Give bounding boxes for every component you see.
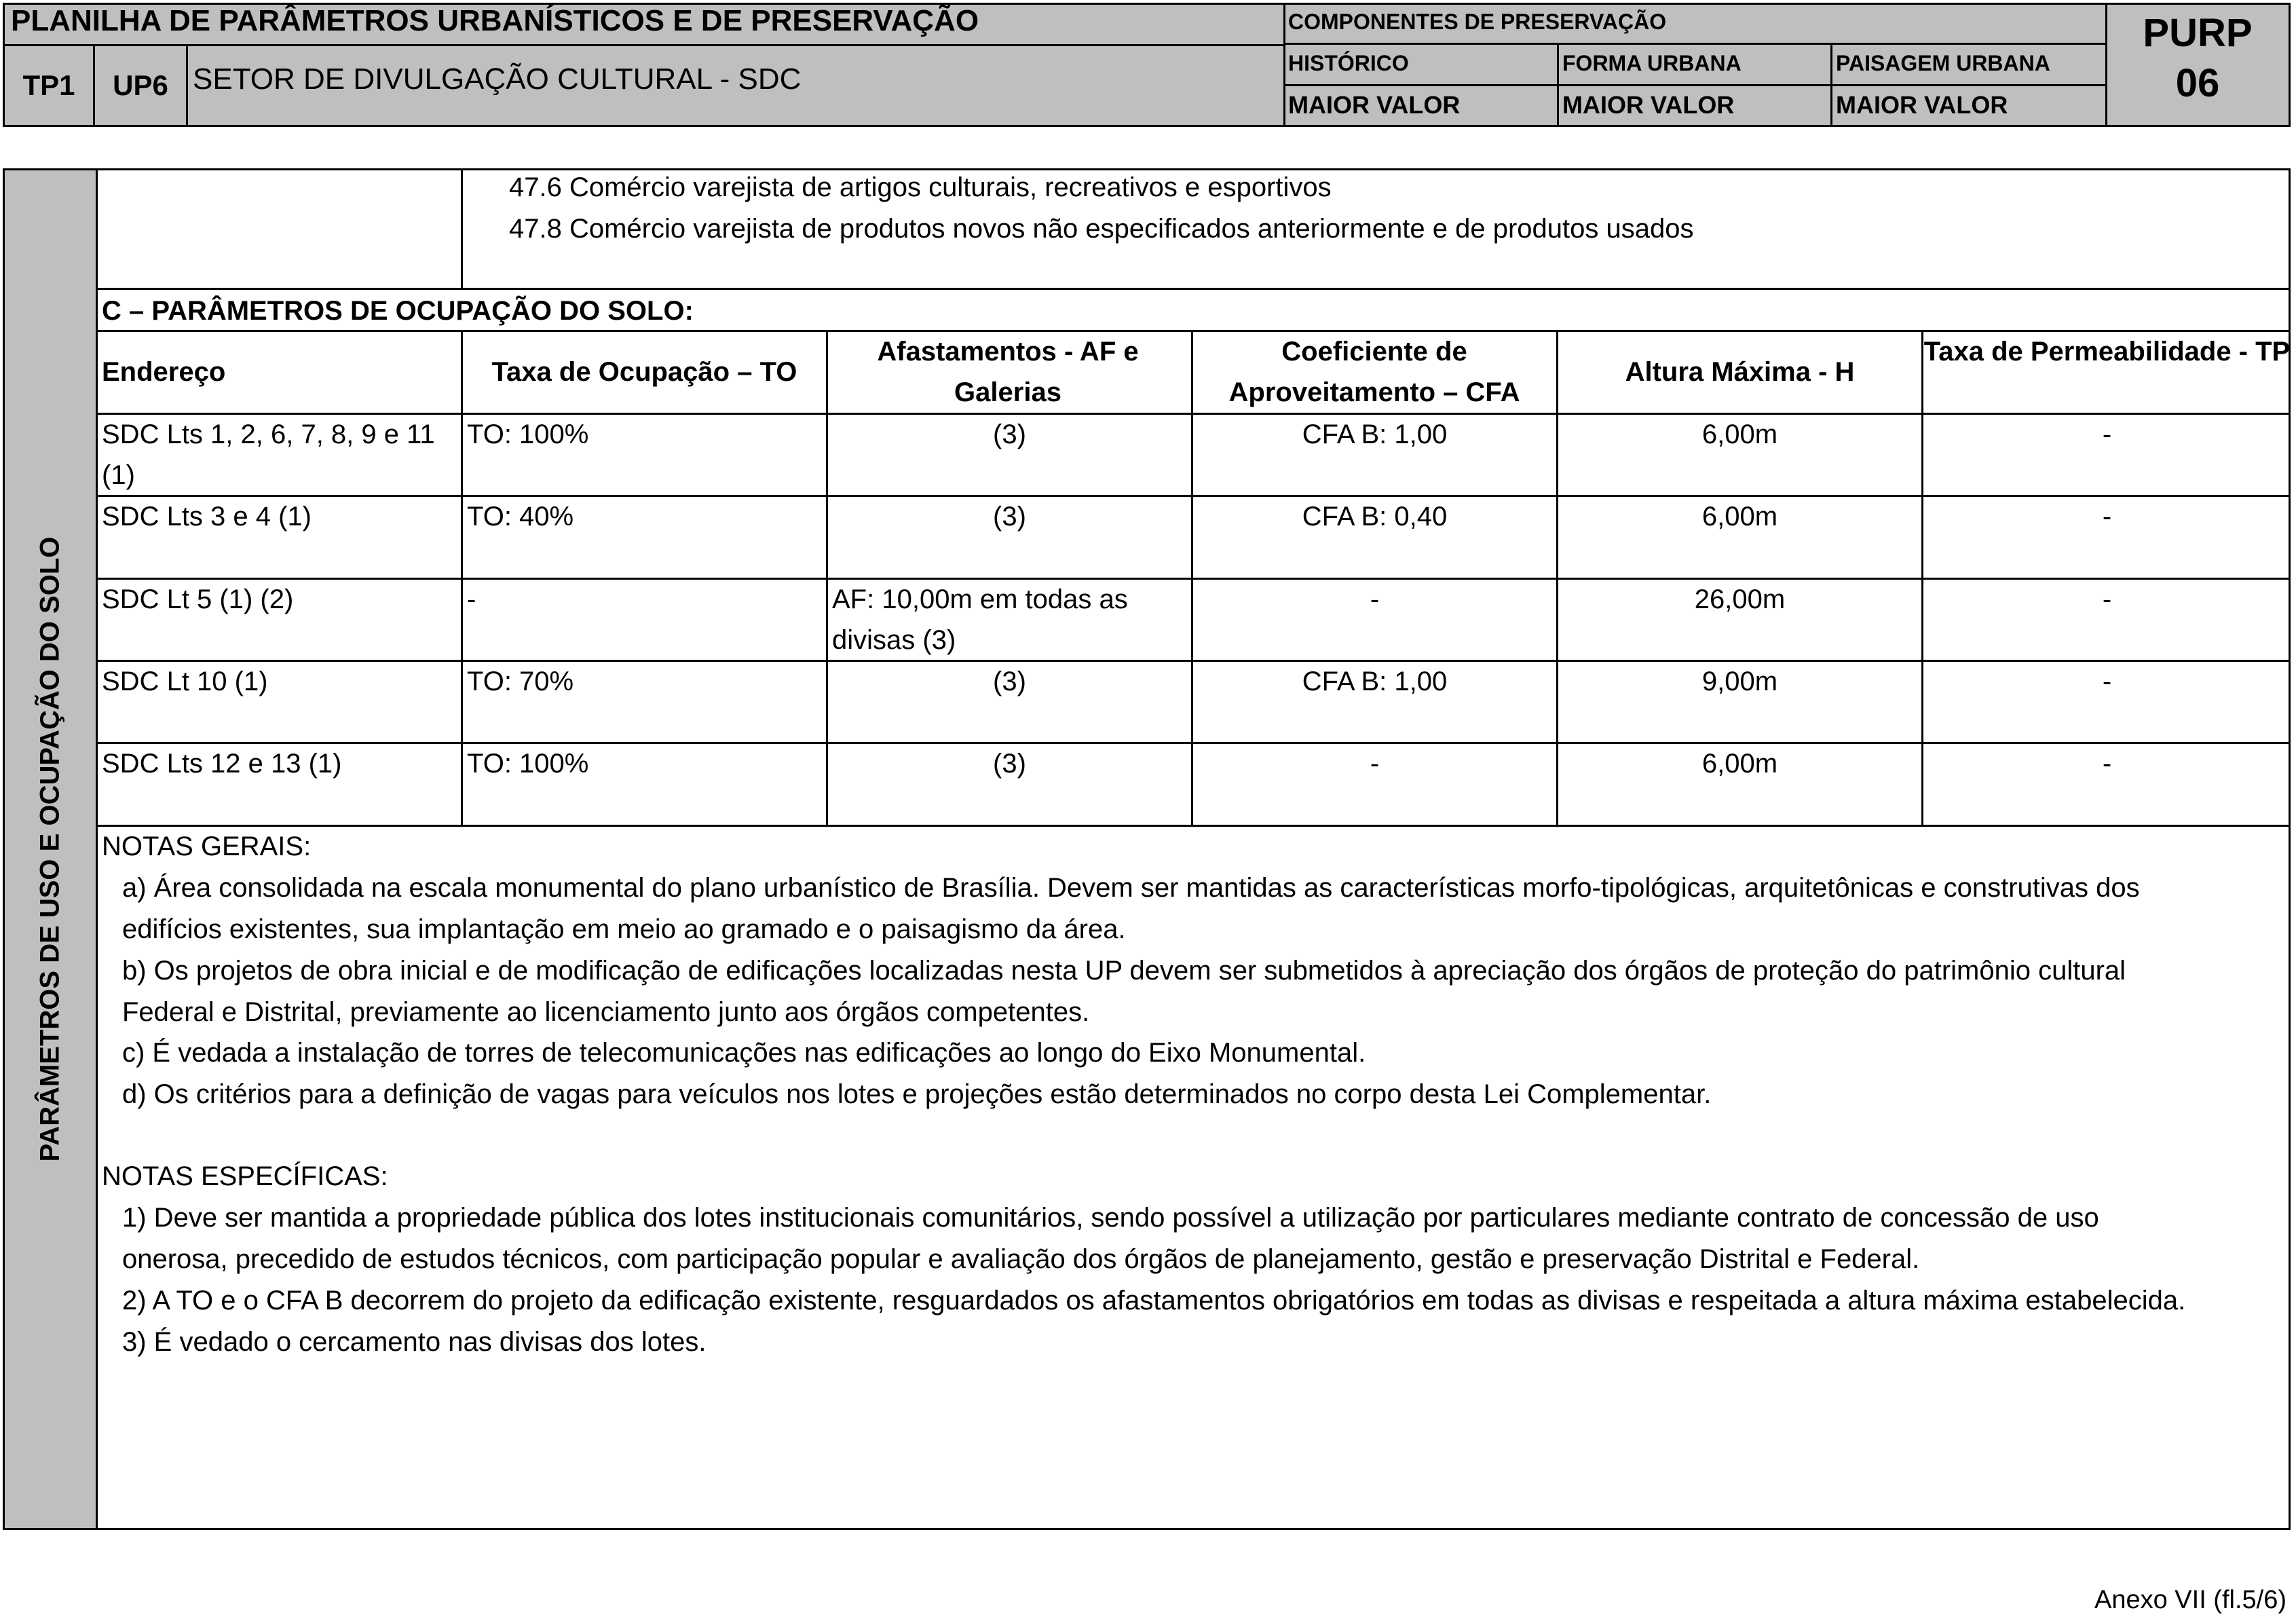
note-line: Federal e Distrital, previamente ao licenciamento junto aos órgãos competentes. (122, 997, 1090, 1027)
table-cell: SDC Lts 1, 2, 6, 7, 8, 9 e 11 (1) (102, 419, 435, 490)
component-historico-label: HISTÓRICO (1288, 51, 1409, 75)
sidebar-label: PARÂMETROS DE USO E OCUPAÇÃO DO SOLO (35, 536, 65, 1162)
section-c-title: C – PARÂMETROS DE OCUPAÇÃO DO SOLO: (102, 296, 694, 326)
table-cell: 6,00m (1701, 502, 1778, 531)
col-header-tp: Taxa de Permeabilidade - TP (1923, 337, 2291, 367)
table-cell: CFA B: 1,00 (1302, 419, 1448, 449)
table-cell: SDC Lts 3 e 4 (1) (102, 502, 312, 531)
component-paisagem-value: MAIOR VALOR (1836, 91, 2008, 119)
note-line: c) É vedada a instalação de torres de telecomunicações nas edificações ao longo do Eixo Monumental. (122, 1038, 1366, 1068)
note-line: d) Os critérios para a definição de vagas para veículos nos lotes e projeções estão determinados no corpo desta Lei Complementar. (122, 1079, 1712, 1109)
table-cell: - (2102, 667, 2112, 696)
table-cell: 9,00m (1701, 667, 1778, 696)
tp-code: TP1 (22, 69, 75, 101)
table-cell: AF: 10,00m em todas as divisas (3) (832, 584, 1128, 655)
component-forma-label: FORMA URBANA (1562, 51, 1742, 75)
col-header-h: Altura Máxima - H (1625, 357, 1855, 387)
purp-number: 06 (2175, 61, 2220, 105)
activity-line: 47.6 Comércio varejista de artigos culturais, recreativos e esportivos (509, 172, 1332, 202)
col-header-af: Afastamentos - AF e Galerias (877, 337, 1139, 407)
note-line: 3) É vedado o cercamento nas divisas dos lotes. (122, 1327, 707, 1357)
table-cell: CFA B: 1,00 (1302, 667, 1448, 696)
table-cell: (3) (993, 419, 1026, 449)
note-line: edifícios existentes, sua implantação em meio ao gramado e o paisagismo da área. (122, 914, 1126, 944)
table-cell: TO: 40% (467, 502, 574, 531)
note-line: 1) Deve ser mantida a propriedade pública dos lotes institucionais comunitários, sendo possível a utilização por particulares mediante contrato de concessão de uso (122, 1203, 2099, 1233)
col-header-endereco: Endereço (102, 357, 226, 387)
col-header-to: Taxa de Ocupação – TO (491, 357, 797, 387)
general-notes-title: NOTAS GERAIS: (102, 832, 312, 861)
activity-line: 47.8 Comércio varejista de produtos novos não especificados anteriormente e de produtos usados (509, 214, 1694, 244)
section-sidebar (3, 168, 98, 1530)
table-cell: - (2102, 584, 2112, 614)
table-cell: 6,00m (1701, 419, 1778, 449)
table-cell: - (2102, 419, 2112, 449)
table-cell: (3) (993, 749, 1026, 779)
table-cell: TO: 100% (467, 749, 589, 779)
table-cell: TO: 70% (467, 667, 574, 696)
table-cell: SDC Lt 10 (1) (102, 667, 268, 696)
col-header-cfa: Coeficiente de Aproveitamento – CFA (1228, 337, 1520, 407)
table-cell: SDC Lt 5 (1) (2) (102, 584, 294, 614)
component-paisagem-label: PAISAGEM URBANA (1836, 51, 2050, 75)
table-cell: CFA B: 0,40 (1302, 502, 1448, 531)
components-title: COMPONENTES DE PRESERVAÇÃO (1288, 10, 1667, 34)
table-cell: - (2102, 749, 2112, 779)
table-cell: (3) (993, 502, 1026, 531)
table-cell: (3) (993, 667, 1026, 696)
table-cell: 26,00m (1694, 584, 1786, 614)
note-line: onerosa, precedido de estudos técnicos, com participação popular e avaliação dos órgãos de planejamento, gestão e preservação Distrital e Federal. (122, 1244, 1920, 1274)
specific-notes-title: NOTAS ESPECÍFICAS: (102, 1161, 388, 1191)
table-cell: - (1370, 584, 1380, 614)
table-cell: TO: 100% (467, 419, 589, 449)
page-footer: Anexo VII (fl.5/6) (2094, 1586, 2286, 1614)
component-historico-value: MAIOR VALOR (1288, 91, 1461, 119)
table-cell: 6,00m (1701, 749, 1778, 779)
page-title: PLANILHA DE PARÂMETROS URBANÍSTICOS E DE PRESERVAÇÃO (11, 4, 979, 37)
purp-badge (2107, 4, 2289, 126)
table-cell: - (467, 584, 476, 614)
table-cell: - (1370, 749, 1380, 779)
up-code: UP6 (113, 69, 168, 101)
note-line: a) Área consolidada na escala monumental do plano urbanístico de Brasília. Devem ser mantidas as características morfo-tipológicas, arquitetônicas e construtivas dos (122, 873, 2140, 903)
purp-label: PURP (2143, 11, 2253, 55)
table-cell: - (2102, 502, 2112, 531)
note-line: b) Os projetos de obra inicial e de modificação de edificações localizadas nesta UP devem ser submetidos à apreciação dos órgãos de proteção do patrimônio cultural (122, 956, 2126, 986)
table-cell: SDC Lts 12 e 13 (1) (102, 749, 342, 779)
sector-name: SETOR DE DIVULGAÇÃO CULTURAL - SDC (193, 62, 802, 96)
component-forma-value: MAIOR VALOR (1562, 91, 1735, 119)
note-line: 2) A TO e o CFA B decorrem do projeto da edificação existente, resguardados os afastamentos obrigatórios em todas as divisas e respeitada a altura máxima estabelecida. (122, 1286, 2186, 1316)
